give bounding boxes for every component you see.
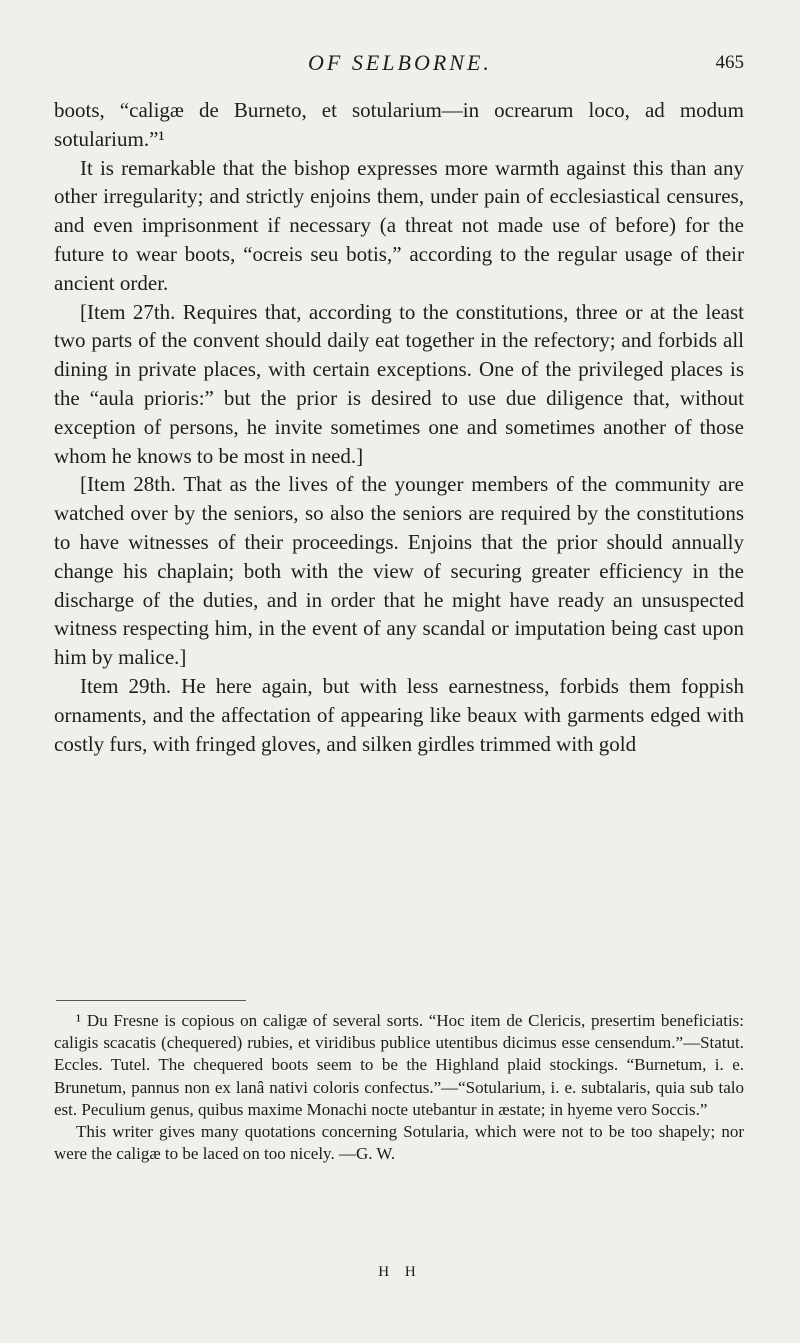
footnote-rule	[56, 1000, 246, 1001]
signature-mark: H H	[378, 1264, 422, 1280]
running-title: OF SELBORNE.	[308, 50, 492, 75]
paragraph: boots, “caligæ de Burneto, et sotularium—in ocrearum loco, ad modum sotularium.”¹	[54, 98, 744, 151]
body-text	[54, 96, 744, 758]
page-header	[56, 50, 744, 84]
footnote	[54, 1010, 744, 1165]
paragraph: [Item 28th. That as the lives of the younger members of the community are watched over by the seniors, so also the seniors are required by the constitutions to have witnesses of their proceedings. Enjoins that the prior should annually change his chaplain; both with the view of securing greater efficiency in the discharge of the duties, and in order that he might have ready an unsuspected witness respecting him, in the event of any scandal or imputation being cast upon him by malice.]	[54, 472, 744, 670]
footnote-paragraph: This writer gives many quotations concerning Sotularia, which were not to be too shapely; nor were the caligæ to be laced on too nicely. —G. W.	[54, 1122, 744, 1164]
paragraph: Item 29th. He here again, but with less earnestness, forbids them foppish ornaments, and the affectation of appearing like beaux with garments edged with costly furs, with fringed gloves, and silken girdles trimmed with gold	[54, 673, 744, 756]
footnote-paragraph: ¹ Du Fresne is copious on caligæ of several sorts. “Hoc item de Clericis, presertim beneficiatis: caligis scacatis (chequered) rubies, et viridibus publice utentibus dicimus esse censendum.”—Statut. Eccles. Tutel. The chequered boots seem to be the Highland plaid stockings. “Burnetum, i. e. Brunetum, pannus non ex lanâ nativi coloris confectus.”—“Sotularium, i. e. subtalaris, quia sub talo est. Peculium genus, quibus maxime Monachi nocte utebantur in æstate; in hyeme vero Soccis.”	[54, 1011, 744, 1119]
paragraph: It is remarkable that the bishop expresses more warmth against this than any other irregularity; and strictly enjoins them, under pain of ecclesiastical censures, and even imprisonment if necessary (a threat not made use of before) for the future to wear boots, “ocreis seu botis,” according to the regular usage of their ancient order.	[54, 155, 744, 295]
page-number: 465	[715, 52, 744, 73]
paragraph: [Item 27th. Requires that, according to the constitutions, three or at the least two parts of the convent should daily eat together in the refectory; and forbids all dining in private places, with certain exceptions. One of the privileged places is the “aula prioris:” but the prior is desired to use due diligence that, without exception of persons, he invite sometimes one and sometimes another of those whom he knows to be most in need.]	[54, 299, 744, 468]
